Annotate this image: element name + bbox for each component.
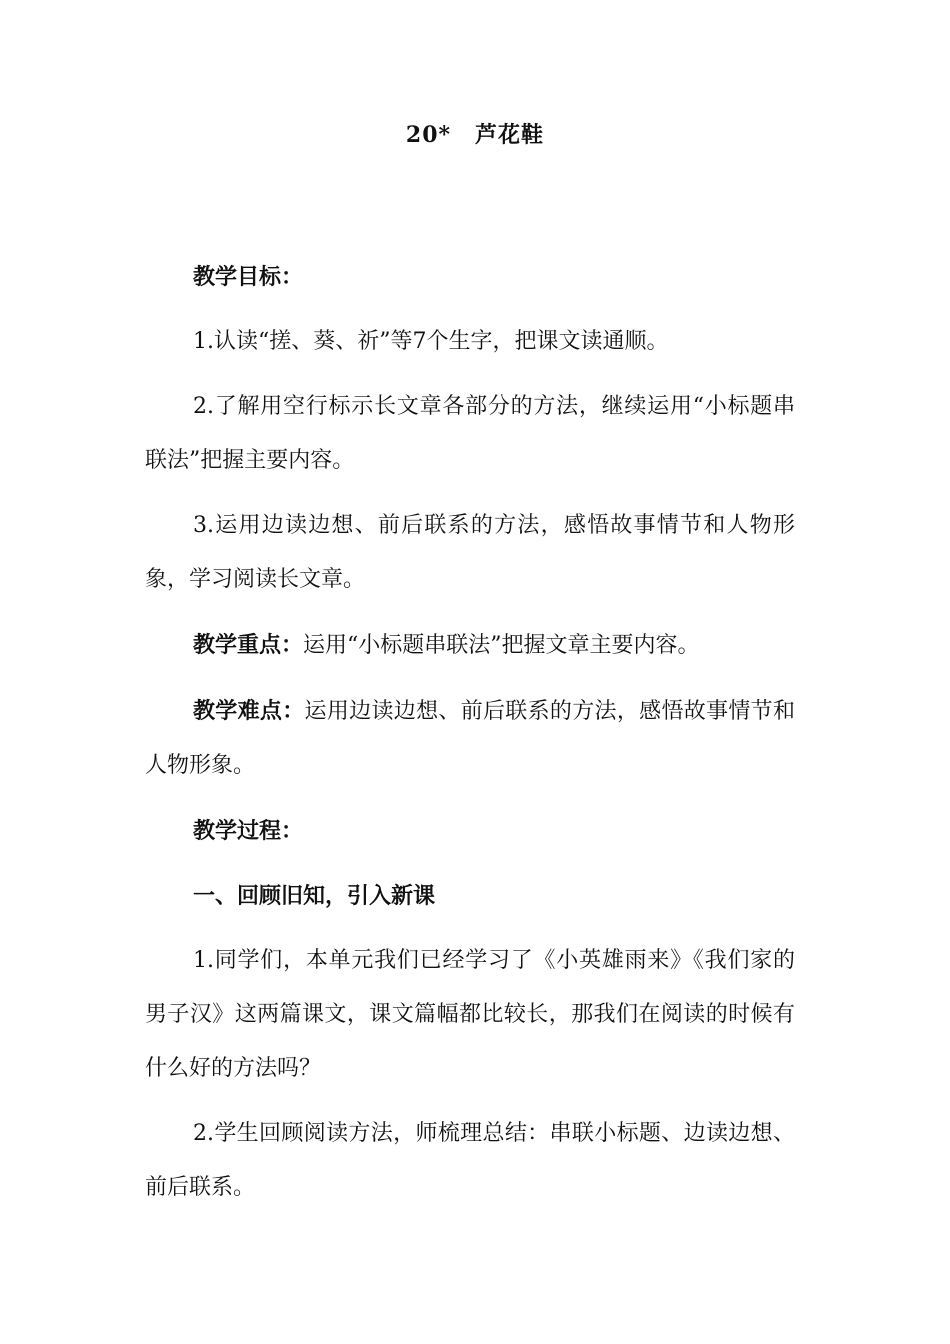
objective-item-2: 2.了解用空行标示长文章各部分的方法，继续运用“小标题串联法”把握主要内容。 [145,394,795,473]
document-body [145,250,795,1226]
objectives-heading: 教学目标： [193,264,304,290]
key-point-text: 运用“小标题串联法”把握文章主要内容。 [303,633,700,658]
difficulty-text: 运用边读边想、前后联系的方法，感悟故事情节和人物形象。 [145,699,795,778]
objective-item-3: 3.运用边读边想、前后联系的方法，感悟故事情节和人物形象，学习阅读长文章。 [145,513,795,592]
process-item-2: 2.学生回顾阅读方法，师梳理总结：串联小标题、边读边想、前后联系。 [145,1121,795,1200]
lesson-name: 芦花鞋 [475,122,545,148]
objective-item-1: 1.认读“搓、葵、祈”等7个生字，把课文读通顺。 [193,329,669,354]
difficulty-label: 教学难点： [193,698,305,724]
key-point-paragraph [145,618,795,673]
process-heading: 教学过程： [193,818,304,844]
section-heading-1: 一、回顾旧知，引入新课 [193,883,436,909]
process-item-1: 1.同学们，本单元我们已经学习了《小英雄雨来》《我们家的男子汉》这两篇课文，课文篇幅都比较长，那我们在阅读的时候有什么好的方法吗？ [145,948,795,1081]
lesson-title [0,118,950,149]
lesson-number: 20* [405,122,452,148]
difficulty-paragraph [145,684,795,793]
key-point-label: 教学重点： [193,632,304,658]
